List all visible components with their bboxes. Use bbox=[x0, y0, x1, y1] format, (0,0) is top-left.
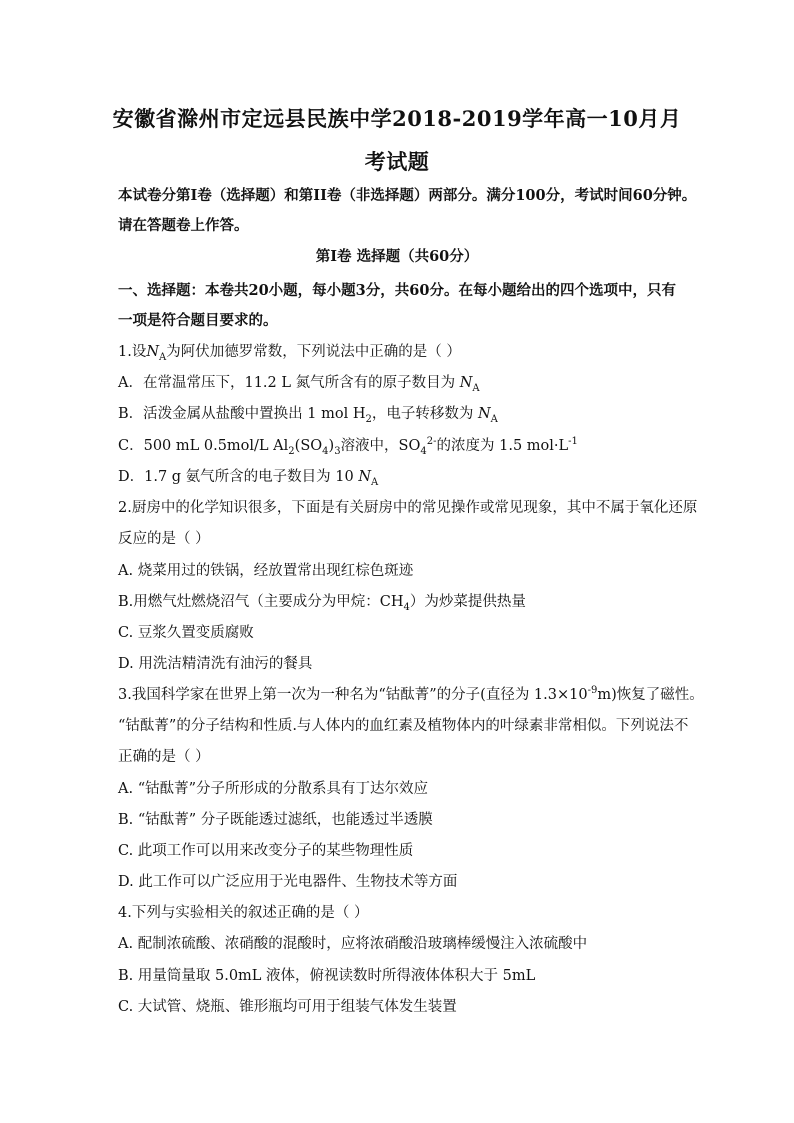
title-line-1: 安徽省滁州市定远县民族中学2018-2019学年高一10月月 bbox=[112, 106, 682, 131]
question-4-option-b: B. 用量筒量取 5.0mL 液体，俯视读数时所得液体体积大于 5mL bbox=[118, 968, 536, 984]
question-2-option-b: B.用燃气灶燃烧沼气（主要成分为甲烷：$CH_4$）为炒菜提供热量 bbox=[118, 594, 526, 613]
question-4-option-c: C. 大试管、烧瓶、锥形瓶均可用于组装气体发生装置 bbox=[118, 999, 457, 1015]
question-3-stem-line-2: “钴酞菁”的分子结构和性质.与人体内的血红素及植物体内的叶绿素非常相似。下列说法不 bbox=[118, 718, 689, 734]
question-2-stem-line-1: 2.厨房中的化学知识很多，下面是有关厨房中的常见操作或常见现象，其中不属于氧化还原 bbox=[118, 500, 698, 516]
question-2-option-c: C. 豆浆久置变质腐败 bbox=[118, 625, 254, 641]
question-3-option-c: C. 此项工作可以用来改变分子的某些物理性质 bbox=[118, 843, 414, 859]
question-1-option-c: C．500 mL 0.5mol/L $Al_2(SO_4)_3$溶液中，$SO_4^{2-}$的浓度为 1.5 $mol\cdot L^{-1}$ bbox=[118, 436, 578, 457]
question-3-option-b: B. “钴酞菁” 分子既能透过滤纸，也能透过半透膜 bbox=[118, 812, 433, 828]
question-2-option-d: D. 用洗洁精清洗有油污的餐具 bbox=[118, 656, 313, 672]
instruction-line-2: 一项是符合题目要求的。 bbox=[118, 312, 278, 329]
question-1-option-a: A．在常温常压下，11.2 L 氮气所含有的原子数目为 $N_A$ bbox=[118, 375, 480, 394]
question-3-stem-line-1: 3.我国科学家在世界上第一次为一种名为“钴酞菁”的分子(直径为 $1.3\times 10^{-9}m$)恢复了磁性。 bbox=[118, 685, 704, 703]
question-4-option-a: A. 配制浓硫酸、浓硝酸的混酸时，应将浓硝酸沿玻璃棒缓慢注入浓硫酸中 bbox=[118, 936, 588, 952]
section-title: 第I卷 选择题（共60分） bbox=[315, 248, 479, 265]
intro-line-2: 请在答题卷上作答。 bbox=[118, 217, 249, 234]
instruction-line-1: 一、选择题：本卷共20小题，每小题3分，共60分。在每小题给出的四个选项中，只有 bbox=[118, 282, 676, 299]
question-1-stem: 1.设$N_A$为阿伏加德罗常数，下列说法中正确的是（ ） bbox=[118, 344, 461, 363]
question-3-option-a: A. “钴酞菁”分子所形成的分散系具有丁达尔效应 bbox=[118, 781, 429, 797]
intro-line-1: 本试卷分第I卷（选择题）和第II卷（非选择题）两部分。满分100分，考试时间60分钟。 bbox=[118, 187, 697, 204]
question-1-option-d: D．1.7 g 氨气所含的电子数目为 10 $N_A$ bbox=[118, 469, 379, 488]
question-3-stem-line-3: 正确的是（ ） bbox=[118, 749, 210, 765]
title-line-2: 考试题 bbox=[364, 149, 430, 174]
question-2-option-a: A. 烧菜用过的铁锅，经放置常出现红棕色斑迹 bbox=[118, 563, 414, 579]
question-3-option-d: D. 此工作可以广泛应用于光电器件、生物技术等方面 bbox=[118, 874, 458, 890]
question-4-stem: 4.下列与实验相关的叙述正确的是（ ） bbox=[118, 905, 369, 921]
question-1-option-b: B．活泼金属从盐酸中置换出 1 mol $H_2$，电子转移数为 $N_A$ bbox=[118, 406, 498, 425]
question-2-stem-line-2: 反应的是（ ） bbox=[118, 531, 210, 547]
